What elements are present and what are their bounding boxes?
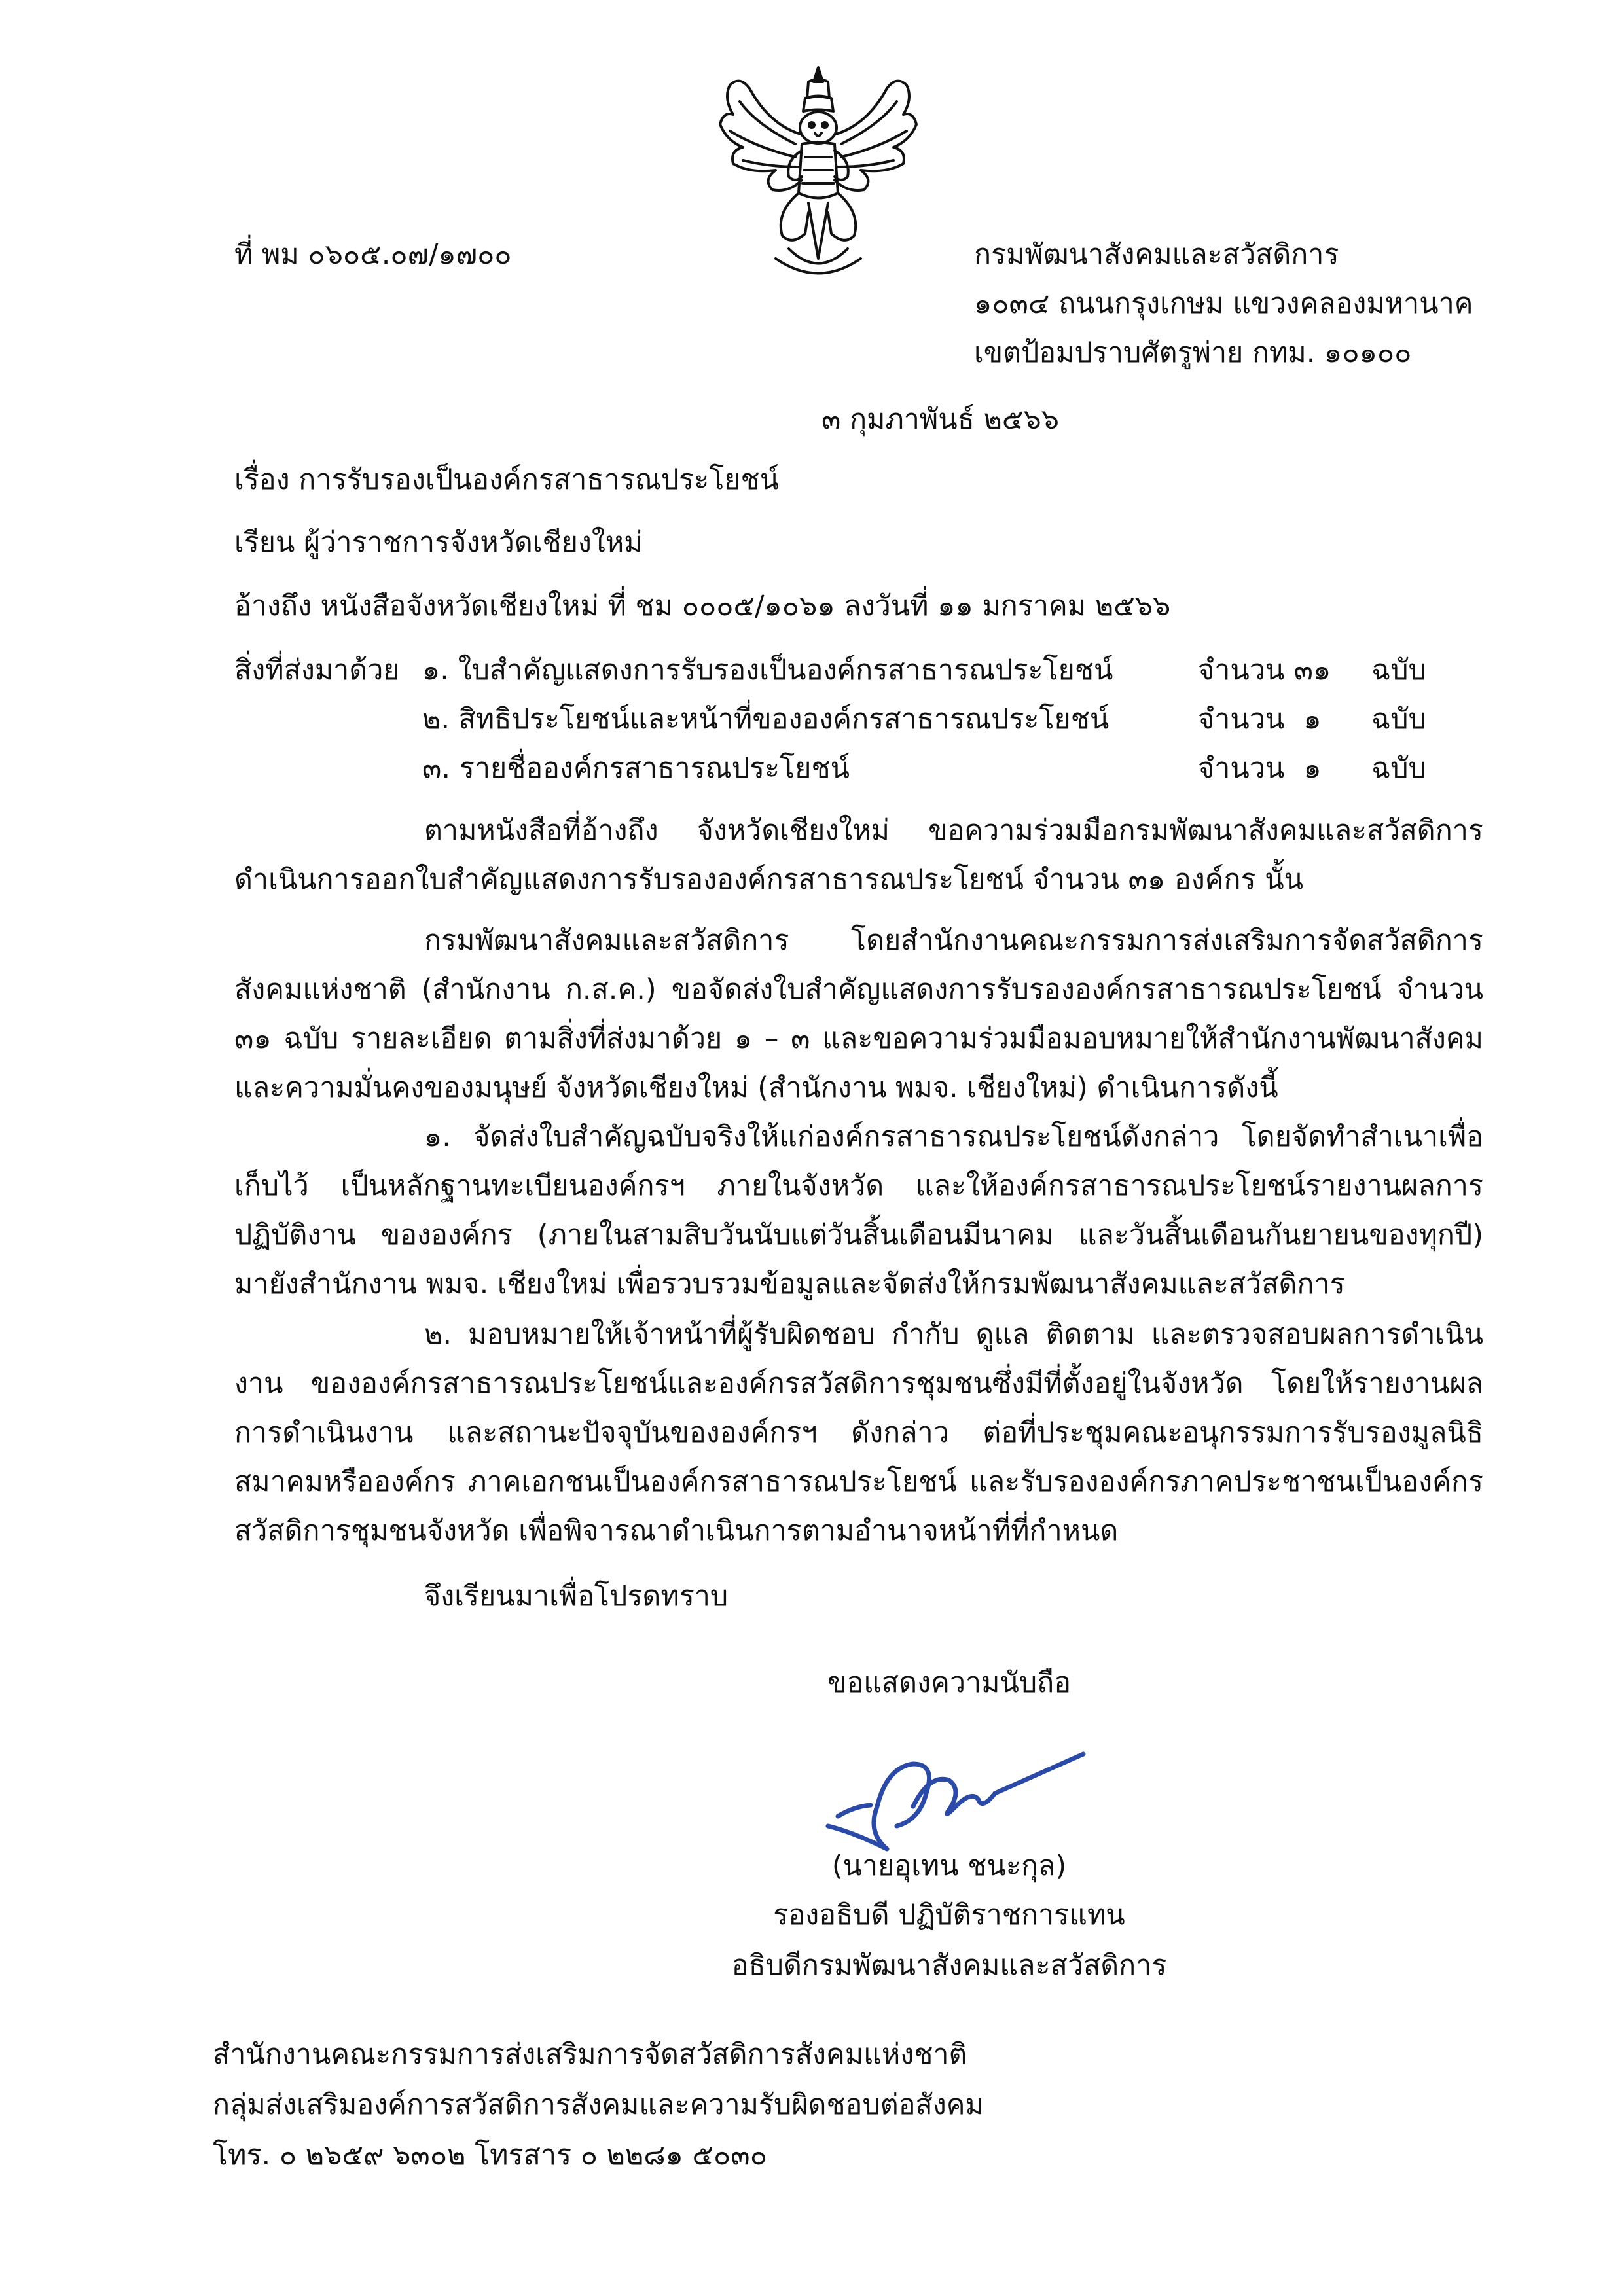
- department-name: กรมพัฒนาสังคมและสวัสดิการ: [974, 238, 1339, 271]
- signatory-position-1: รองอธิบดี ปฏิบัติราชการแทน: [773, 1899, 1125, 1931]
- body-paragraph-4: [234, 1310, 1483, 1556]
- attachment-qty: ๑: [1303, 752, 1322, 785]
- attachment-item-text: ๒. สิทธิประโยชน์และหน้าที่ขององค์กรสาธารณประโยชน์: [422, 703, 1110, 736]
- reference-number: ที่ พม ๐๖๐๕.๐๗/๑๗๐๐: [234, 238, 512, 271]
- attachment-item-text: ๓. รายชื่อองค์กรสาธารณประโยชน์: [422, 752, 850, 785]
- handwritten-signature: [815, 1728, 1090, 1859]
- department-address-line1: ๑๐๓๔ ถนนกรุงเกษม แขวงคลองมหานาค: [974, 287, 1473, 320]
- attachment-unit: ฉบับ: [1371, 654, 1426, 687]
- closing-line: จึงเรียนมาเพื่อโปรดทราบ: [424, 1580, 729, 1613]
- attachment-item-text: ๑. ใบสำคัญแสดงการรับรองเป็นองค์กรสาธารณประโยชน์: [422, 654, 1113, 687]
- body-paragraph-2: [234, 916, 1483, 1113]
- paragraph-text: ๒. มอบหมายให้เจ้าหน้าที่ผู้รับผิดชอบ กำกับ ดูแล ติดตาม และตรวจสอบผลการดำเนินงาน ขององค์กรสาธารณประโยชน์และองค์กรสวัสดิการชุมชนซึ่งมีที่ตั้งอยู่ในจังหวัด โดยให้รายงานผลการดำเนินงาน และสถานะปัจจุบันขององค์กรฯ ดังกล่าว ต่อที่ประชุมคณะอนุกรรมการรับรองมูลนิธิ สมาคมหรือองค์กร ภาคเอกชนเป็นองค์กรสาธารณประโยชน์ และรับรององค์กรภาคประชาชนเป็นองค์กรสวัสดิการชุมชนจังหวัด เพื่อพิจารณาดำเนินการตามอำนาจหน้าที่ที่กำหนด: [234, 1318, 1483, 1547]
- footer-office: สำนักงานคณะกรรมการส่งเสริมการจัดสวัสดิการสังคมแห่งชาติ: [213, 2038, 967, 2071]
- signatory-position-2: อธิบดีกรมพัฒนาสังคมและสวัสดิการ: [731, 1949, 1167, 1982]
- garuda-emblem: [710, 62, 926, 285]
- footer-division: กลุ่มส่งเสริมองค์การสวัสดิการสังคมและความรับผิดชอบต่อสังคม: [213, 2089, 984, 2121]
- attachment-qty-label: จำนวน: [1198, 752, 1285, 785]
- attachment-unit: ฉบับ: [1371, 752, 1426, 785]
- attachments-label: สิ่งที่ส่งมาด้วย: [234, 654, 400, 687]
- body-paragraph-1: [234, 806, 1483, 905]
- footer-contact: โทร. ๐ ๒๖๕๙ ๖๓๐๒ โทรสาร ๐ ๒๒๘๑ ๕๐๓๐: [213, 2139, 767, 2172]
- letter-reference: อ้างถึง หนังสือจังหวัดเชียงใหม่ ที่ ชม ๐๐๐๕/๑๐๖๑ ลงวันที่ ๑๑ มกราคม ๒๕๖๖: [234, 590, 1171, 622]
- body-paragraph-3: [234, 1113, 1483, 1309]
- paragraph-text: กรมพัฒนาสังคมและสวัสดิการ โดยสำนักงานคณะกรรมการส่งเสริมการจัดสวัสดิการสังคมแห่งชาติ (สำนักงาน ก.ส.ค.) ขอจัดส่งใบสำคัญแสดงการรับรององค์กรสาธารณประโยชน์ จำนวน ๓๑ ฉบับ รายละเอียด ตามสิ่งที่ส่งมาด้วย ๑ – ๓ และขอความร่วมมือมอบหมายให้สำนักงานพัฒนาสังคมและความมั่นคงของมนุษย์ จังหวัดเชียงใหม่ (สำนักงาน พมจ. เชียงใหม่) ดำเนินการดังนี้: [234, 924, 1483, 1104]
- letter-date: ๓ กุมภาพันธ์ ๒๕๖๖: [821, 403, 1060, 436]
- letter-recipient: เรียน ผู้ว่าราชการจังหวัดเชียงใหม่: [234, 526, 643, 559]
- paragraph-text: ๑. จัดส่งใบสำคัญฉบับจริงให้แก่องค์กรสาธารณประโยชน์ดังกล่าว โดยจัดทำสำเนาเพื่อเก็บไว้ เป็นหลักฐานทะเบียนองค์กรฯ ภายในจังหวัด และให้องค์กรสาธารณประโยชน์รายงานผลการปฏิบัติงาน ขององค์กร (ภายในสามสิบวันนับแต่วันสิ้นเดือนมีนาคม และวันสิ้นเดือนกันยายนของทุกปี) มายังสำนักงาน พมจ. เชียงใหม่ เพื่อรวบรวมข้อมูลและจัดส่งให้กรมพัฒนาสังคมและสวัสดิการ: [234, 1121, 1483, 1300]
- signatory-name: (นายอุเทน ชนะกุล): [831, 1850, 1067, 1882]
- attachment-qty-label: จำนวน: [1198, 654, 1285, 687]
- letter-subject: เรื่อง การรับรองเป็นองค์กรสาธารณประโยชน์: [234, 463, 780, 496]
- attachment-qty: ๑: [1303, 703, 1322, 736]
- salutation: ขอแสดงความนับถือ: [827, 1666, 1072, 1699]
- attachment-qty-label: จำนวน: [1198, 703, 1285, 736]
- attachment-unit: ฉบับ: [1371, 703, 1426, 736]
- department-address-line2: เขตป้อมปราบศัตรูพ่าย กทม. ๑๐๑๐๐: [974, 336, 1412, 369]
- paragraph-text: ตามหนังสือที่อ้างถึง จังหวัดเชียงใหม่ ขอความร่วมมือกรมพัฒนาสังคมและสวัสดิการ ดำเนินการออกใบสำคัญแสดงการรับรององค์กรสาธารณประโยชน์ จำนวน ๓๑ องค์กร นั้น: [234, 814, 1483, 896]
- attachment-qty: ๓๑: [1293, 654, 1331, 687]
